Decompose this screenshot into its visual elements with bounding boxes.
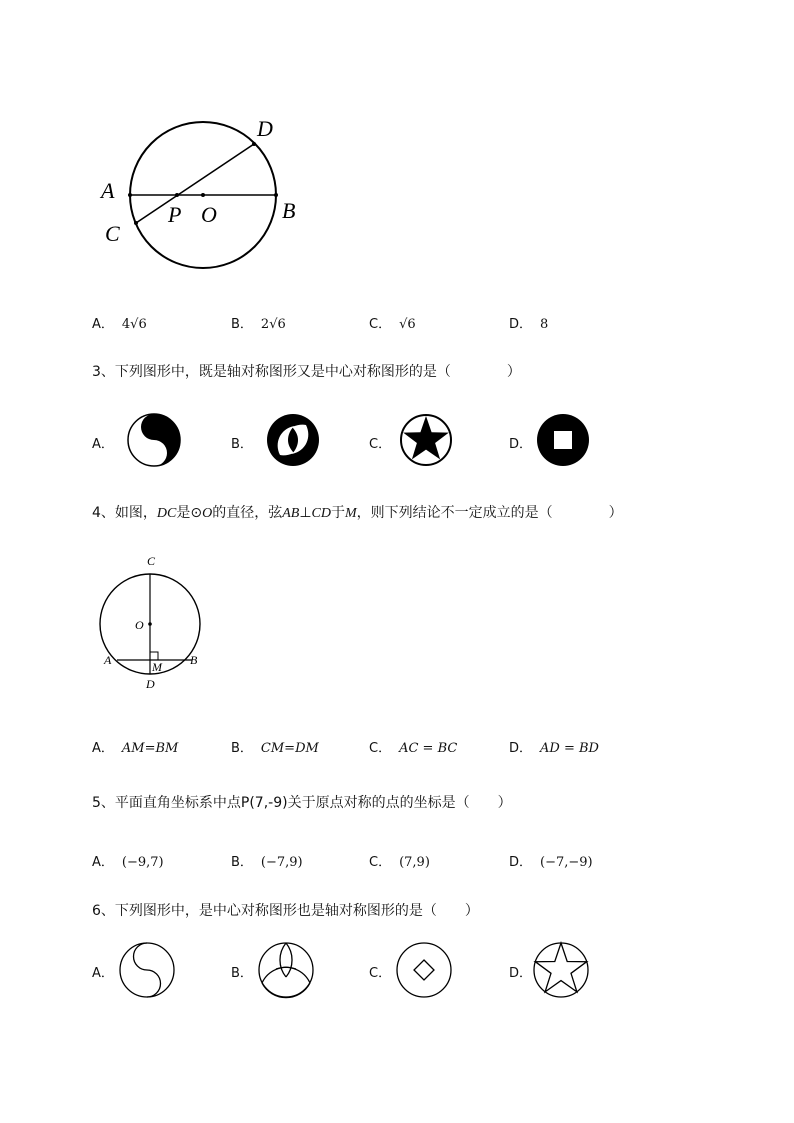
q3-option-c-label[interactable]: C． — [369, 437, 392, 452]
option-label: C． — [369, 855, 392, 870]
q3-option-d-label[interactable]: D． — [509, 437, 533, 452]
circle-diagram-q2 — [95, 108, 315, 283]
q4-o: O — [202, 506, 213, 521]
q3-option-b-label[interactable]: B． — [231, 437, 253, 452]
option-value: (−7,9) — [260, 855, 303, 870]
option-value: (−9,7) — [121, 855, 164, 870]
q4-prefix: 4、如图， — [92, 505, 157, 521]
q4-m: M — [345, 506, 357, 521]
q4-label-a: A — [104, 653, 112, 667]
question-3: 3、下列图形中，既是轴对称图形又是中心对称图形的是（ ） — [92, 364, 521, 380]
option-value: AD = BD — [540, 741, 599, 756]
question-5: 5、平面直角坐标系中点P(7,-9)关于原点对称的点的坐标是（ ） — [92, 795, 512, 811]
q4-mid2: 的直径，弦 — [212, 505, 283, 521]
q2-option-d[interactable] — [509, 313, 548, 332]
option-label: D． — [509, 741, 533, 756]
option-value: CM=DM — [260, 741, 319, 756]
question-6: 6、下列图形中，是中心对称图形也是轴对称图形的是（ ） — [92, 903, 479, 919]
label-p: P — [168, 202, 182, 227]
question-4 — [92, 502, 623, 522]
option-value: AM=BM — [121, 741, 179, 756]
option-value: 8 — [540, 317, 549, 332]
q4-label-o: O — [135, 618, 144, 632]
option-value: 2√6 — [260, 317, 286, 332]
q4-dc: DC — [156, 506, 177, 521]
trefoil-circle-icon[interactable] — [256, 941, 316, 999]
option-label: A． — [92, 855, 114, 870]
label-c: C — [105, 221, 120, 246]
q6-option-b-label[interactable]: B． — [231, 966, 253, 981]
label-b: B — [282, 198, 296, 223]
q6-option-d-label[interactable]: D． — [509, 966, 533, 981]
q4-label-d: D — [146, 677, 155, 691]
option-label: B． — [231, 855, 253, 870]
q6-option-a-label[interactable]: A． — [92, 966, 114, 981]
option-value: √6 — [399, 317, 416, 332]
label-a: A — [101, 178, 115, 203]
label-d: D — [257, 116, 273, 141]
star-outline-circle-icon[interactable] — [531, 941, 591, 999]
q4-label-b: B — [190, 653, 198, 667]
diamond-in-circle-icon[interactable] — [394, 941, 454, 999]
q4-option-c[interactable] — [369, 737, 457, 756]
option-value: (7,9) — [399, 855, 430, 870]
q5-option-a[interactable] — [92, 851, 164, 870]
q4-option-b[interactable] — [231, 737, 319, 756]
option-label: D． — [509, 855, 533, 870]
q4-mid1: 是⊙ — [176, 505, 203, 521]
q5-option-c[interactable] — [369, 851, 430, 870]
s-curve-circle-icon[interactable] — [117, 941, 177, 999]
option-label: C． — [369, 741, 392, 756]
q4-suffix: ，则下列结论不一定成立的是（ ） — [356, 505, 623, 521]
q4-option-d[interactable] — [509, 737, 599, 756]
option-label: D． — [509, 317, 533, 332]
label-o: O — [201, 202, 217, 227]
q2-option-c[interactable] — [369, 313, 416, 332]
q4-perp: ⊥ — [299, 505, 312, 521]
star-in-circle-icon[interactable] — [398, 413, 454, 467]
q4-label-m: M — [152, 660, 162, 674]
q4-cd: CD — [311, 506, 331, 521]
q2-option-b[interactable] — [231, 313, 286, 332]
q4-label-c: C — [147, 554, 156, 568]
option-label: B． — [231, 741, 253, 756]
option-value: 4√6 — [121, 317, 147, 332]
square-hole-coin-icon[interactable] — [534, 413, 592, 467]
q4-ab: AB — [282, 506, 300, 521]
option-value: AC = BC — [399, 741, 458, 756]
q6-option-c-label[interactable]: C． — [369, 966, 392, 981]
option-value: (−7,−9) — [540, 855, 593, 870]
option-label: C． — [369, 317, 392, 332]
crescent-pair-icon[interactable] — [264, 413, 322, 467]
option-label: B． — [231, 317, 253, 332]
option-label: A． — [92, 317, 114, 332]
q2-option-a[interactable] — [92, 313, 147, 332]
option-label: A． — [92, 741, 114, 756]
circle-diagram-q4 — [95, 550, 215, 695]
q5-option-d[interactable] — [509, 851, 593, 870]
yin-yang-icon[interactable] — [125, 413, 183, 467]
q4-option-a[interactable] — [92, 737, 178, 756]
q4-mid3: 于 — [331, 505, 345, 521]
q3-option-a-label[interactable]: A． — [92, 437, 114, 452]
q5-option-b[interactable] — [231, 851, 303, 870]
